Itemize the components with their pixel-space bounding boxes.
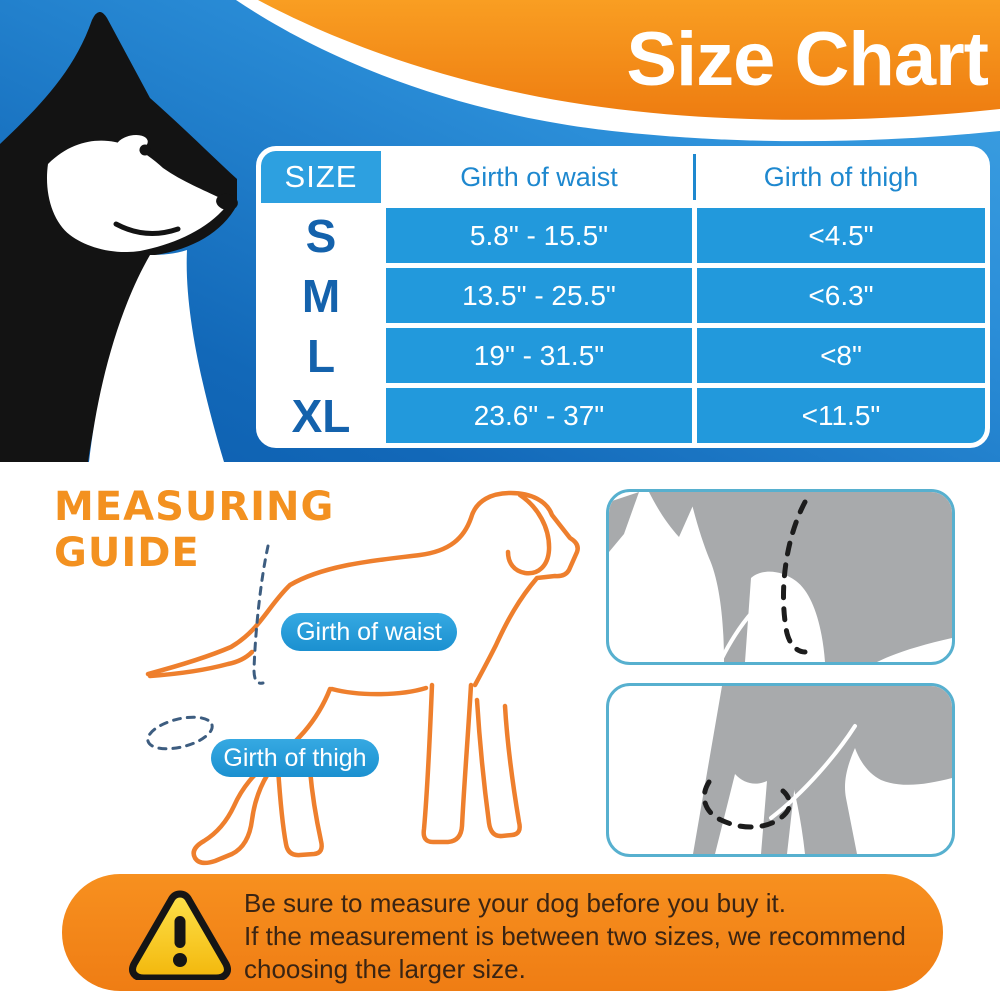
- table-row-s-thigh: <4.5": [697, 208, 985, 263]
- dog-head-illustration: [0, 12, 300, 462]
- table-header-waist: Girth of waist: [386, 151, 692, 203]
- table-header-thigh: Girth of thigh: [697, 151, 985, 203]
- notice-line-3: choosing the larger size.: [244, 954, 526, 984]
- warning-icon: [128, 886, 232, 980]
- table-row-l-size: L: [261, 328, 381, 383]
- notice-line-2: If the measurement is between two sizes, we recommend: [244, 921, 906, 951]
- table-row-s-waist: 5.8" - 15.5": [386, 208, 692, 263]
- page-title: Size Chart: [626, 17, 988, 102]
- table-row-l-waist: 19" - 31.5": [386, 328, 692, 383]
- waist-label-pill: Girth of waist: [281, 613, 457, 651]
- table-row-xl-size: XL: [261, 388, 381, 443]
- notice-text: [244, 887, 906, 986]
- hero-section: [0, 0, 1000, 462]
- measure-dash-marks: [145, 546, 268, 755]
- thigh-label-pill: Girth of thigh: [211, 739, 379, 777]
- thigh-photo-panel: [606, 683, 955, 857]
- table-row-s-size: S: [261, 208, 381, 263]
- measuring-guide-title-line2: GUIDE: [54, 530, 200, 576]
- notice-line-1: Be sure to measure your dog before you buy it.: [244, 888, 786, 918]
- measuring-guide-title-line1: MEASURING: [54, 484, 335, 530]
- table-row-m-size: M: [261, 268, 381, 323]
- waist-photo-panel: [606, 489, 955, 665]
- notice-banner: [62, 874, 943, 991]
- table-row-xl-waist: 23.6" - 37": [386, 388, 692, 443]
- size-table: [256, 146, 990, 448]
- table-row-m-thigh: <6.3": [697, 268, 985, 323]
- table-row-m-waist: 13.5" - 25.5": [386, 268, 692, 323]
- table-header-size: SIZE: [261, 151, 381, 203]
- dog-outline-illustration: [118, 478, 588, 870]
- thigh-photo-graphic: [609, 686, 952, 854]
- waist-photo-graphic: [609, 492, 952, 662]
- table-row-l-thigh: <8": [697, 328, 985, 383]
- table-row-xl-thigh: <11.5": [697, 388, 985, 443]
